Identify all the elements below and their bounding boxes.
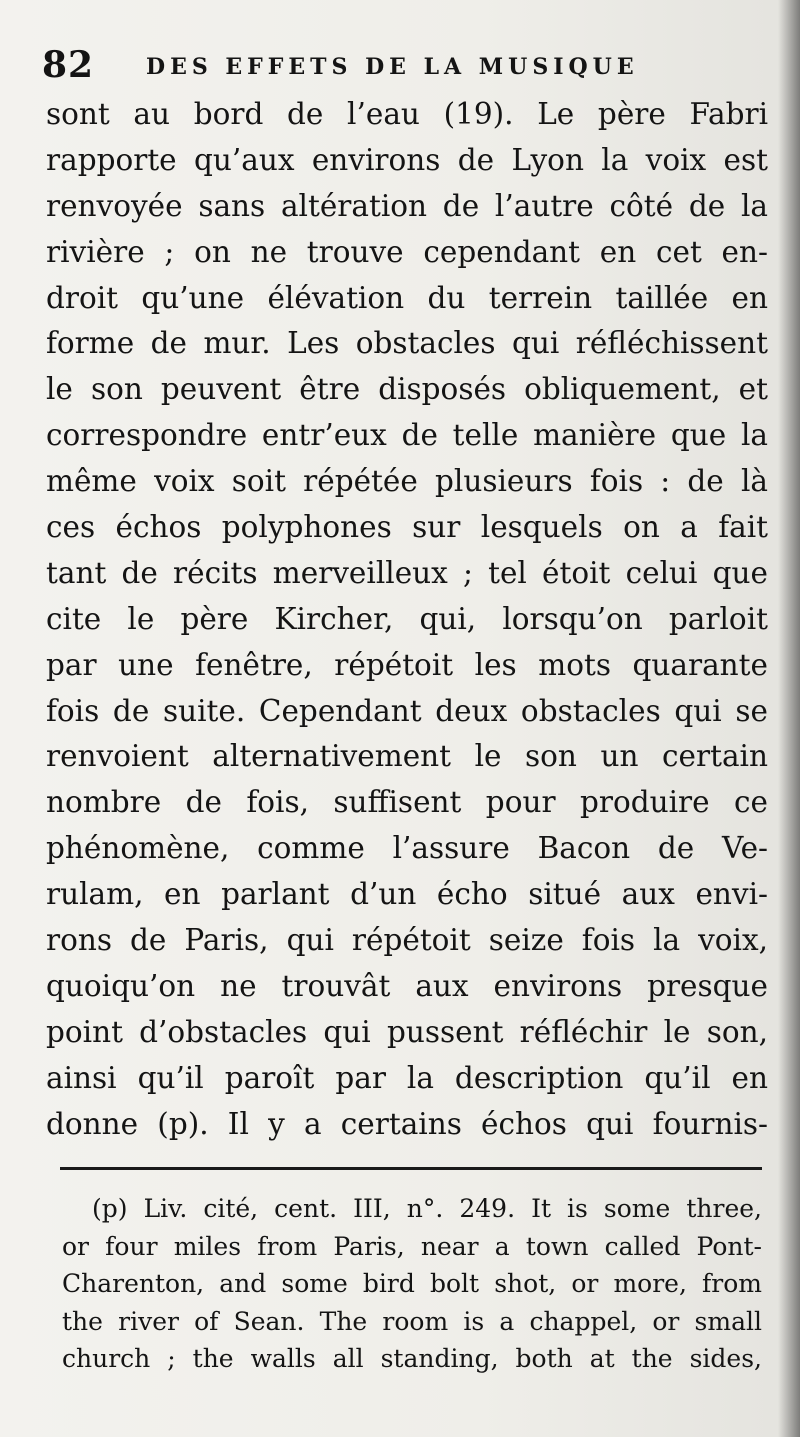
running-title: DES EFFETS DE LA MUSIQUE <box>146 54 639 80</box>
footnote-line: Charenton, and some bird bolt shot, or more, from <box>62 1269 762 1298</box>
text-line: donne (p). Il y a certains échos qui fournis- <box>46 1106 768 1141</box>
page-header <box>42 44 768 94</box>
page-number: 82 <box>42 44 95 86</box>
text-line: par une fenêtre, répétoit les mots quarante <box>46 647 768 682</box>
footnote-line: the river of Sean. The room is a chappel, or small <box>62 1306 762 1336</box>
text-line: rulam, en parlant d’un écho situé aux envi- <box>46 877 768 912</box>
text-line: quoiqu’on ne trouvât aux environs presque <box>46 968 768 1003</box>
footnote-separator-rule <box>60 1167 762 1170</box>
text-line: tant de récits merveilleux ; tel étoit celui que <box>46 555 768 590</box>
text-line: renvoient alternativement le son un certain <box>46 739 768 774</box>
text-line: fois de suite. Cependant deux obstacles qui se <box>46 693 768 728</box>
text-line: phénomène, comme l’assure Bacon de Ve- <box>46 831 768 866</box>
footnote-line: church ; the walls all standing, both at the sides, <box>62 1344 762 1373</box>
text-line: renvoyée sans altération de l’autre côté de la <box>46 188 768 223</box>
text-line: nombre de fois, suffisent pour produire ce <box>46 785 768 820</box>
footnote-line: or four miles from Paris, near a town called Pont- <box>62 1231 762 1261</box>
body-text <box>46 92 768 1147</box>
text-line: forme de mur. Les obstacles qui réfléchissent <box>46 326 768 361</box>
text-line: rivière ; on ne trouve cependant en cet en- <box>46 234 768 269</box>
text-line: correspondre entr’eux de telle manière que la <box>46 418 768 453</box>
footnote-line: (p) Liv. cité, cent. III, n°. 249. It is some three, <box>92 1194 762 1223</box>
text-line: rapporte qu’aux environs de Lyon la voix est <box>46 142 768 177</box>
page-gutter-shadow <box>778 0 800 1437</box>
text-line: ces échos polyphones sur lesquels on a fait <box>46 510 768 545</box>
text-line: ainsi qu’il paroît par la description qu’il en <box>46 1060 768 1095</box>
text-line: le son peuvent être disposés obliquement, et <box>46 372 768 407</box>
text-line: rons de Paris, qui répétoit seize fois la voix, <box>46 923 768 958</box>
text-line: sont au bord de l’eau (19). Le père Fabri <box>46 97 768 131</box>
text-line: point d’obstacles qui pussent réfléchir le son, <box>46 1014 768 1049</box>
text-line: cite le père Kircher, qui, lorsqu’on parloit <box>46 601 768 636</box>
footnotes <box>62 1190 762 1378</box>
text-line: droit qu’une élévation du terrein taillée en <box>46 280 768 315</box>
text-line: même voix soit répétée plusieurs fois : de là <box>46 464 768 499</box>
